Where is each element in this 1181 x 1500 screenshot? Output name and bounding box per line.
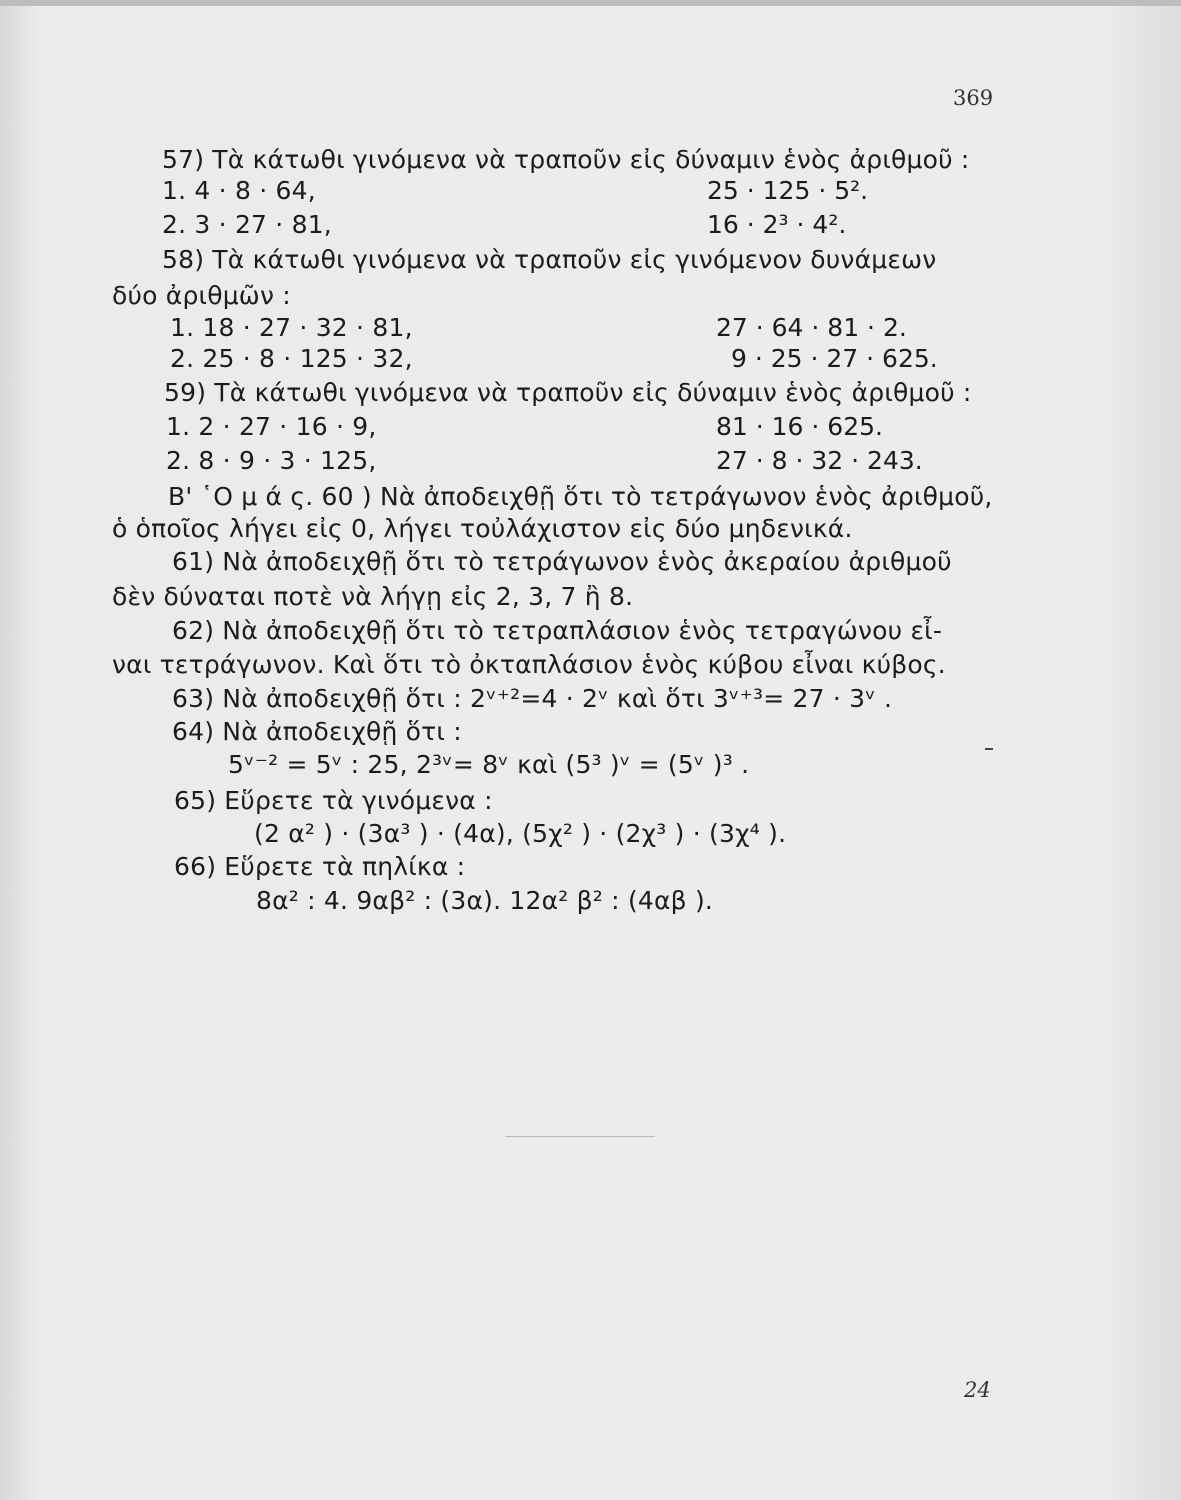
exercise-57-heading: 57) Τὰ κάτωθι γινόμενα νὰ τραποῦν εἰς δύναμιν ἑνὸς ἀριθμοῦ : — [162, 145, 970, 174]
exercise-61: 61) Νὰ ἀποδειχθῇ ὅτι τὸ τετράγωνον ἑνὸς ἀκεραίου ἀριθμοῦ — [172, 547, 952, 576]
exercise-61-cont: δὲν δύναται ποτὲ νὰ λήγῃ εἰς 2, 3, 7 ἢ 8. — [112, 582, 634, 611]
exercise-57-item-2-right: 16 · 2³ · 4². — [707, 210, 847, 239]
exercise-62-cont: ναι τετράγωνον. Καὶ ὅτι τὸ ὀκταπλάσιον ἑνὸς κύβου εἶναι κύβος. — [112, 650, 946, 679]
exercise-58-item-2-left: 2. 25 · 8 · 125 · 32, — [170, 344, 413, 373]
exercise-65-products: (2 α² ) · (3α³ ) · (4α), (5χ² ) · (2χ³ ) · (3χ⁴ ). — [254, 819, 787, 848]
exercise-64-heading: 64) Νὰ ἀποδειχθῇ ὅτι : — [172, 717, 462, 746]
exercise-65-heading: 65) Εὕρετε τὰ γινόμενα : — [174, 786, 493, 815]
page-number-top: 369 — [953, 86, 994, 110]
exercise-58-heading-cont: δύο ἀριθμῶν : — [112, 281, 291, 310]
exercise-59-item-2-right: 27 · 8 · 32 · 243. — [716, 446, 923, 475]
exercise-66-quotients: 8α² : 4. 9αβ² : (3α). 12α² β² : (4αβ ). — [256, 886, 714, 915]
section-divider — [505, 1136, 655, 1137]
exercise-59-item-2-left: 2. 8 · 9 · 3 · 125, — [166, 446, 377, 475]
exercise-63: 63) Νὰ ἀποδειχθῇ ὅτι : 2ᵛ⁺²=4 · 2ᵛ καὶ ὅτι 3ᵛ⁺³= 27 · 3ᵛ . — [172, 684, 893, 713]
page-number-bottom: 24 — [964, 1378, 991, 1402]
exercise-62: 62) Νὰ ἀποδειχθῇ ὅτι τὸ τετραπλάσιον ἑνὸς τετραγώνου εἶ- — [172, 616, 943, 645]
exercise-57-item-1-left: 1. 4 · 8 · 64, — [162, 176, 316, 205]
exercise-58-item-1-left: 1. 18 · 27 · 32 · 81, — [170, 313, 413, 342]
exercise-58-item-2-right: 9 · 25 · 27 · 625. — [731, 344, 938, 373]
margin-mark — [985, 748, 993, 750]
exercise-58-item-1-right: 27 · 64 · 81 · 2. — [716, 313, 907, 342]
exercise-64-formulas: 5ᵛ⁻² = 5ᵛ : 25, 2³ᵛ= 8ᵛ καὶ (5³ )ᵛ = (5ᵛ )³ . — [228, 750, 750, 779]
group-b-exercise-60: Β' ῾Ο μ ά ς. 60 ) Νὰ ἀποδειχθῇ ὅτι τὸ τετράγωνον ἑνὸς ἀριθμοῦ, — [168, 482, 993, 511]
exercise-59-item-1-left: 1. 2 · 27 · 16 · 9, — [166, 412, 377, 441]
exercise-59-heading: 59) Τὰ κάτωθι γινόμενα νὰ τραποῦν εἰς δύναμιν ἑνὸς ἀριθμοῦ : — [164, 378, 972, 407]
exercise-59-item-1-right: 81 · 16 · 625. — [716, 412, 883, 441]
page-top-edge — [0, 0, 1181, 6]
exercise-58-heading: 58) Τὰ κάτωθι γινόμενα νὰ τραποῦν εἰς γινόμενον δυνάμεων — [162, 245, 937, 274]
exercise-60-cont: ὁ ὁποῖος λήγει εἰς 0, λήγει τοὐλάχιστον εἰς δύο μηδενικά. — [112, 514, 853, 543]
exercise-57-item-2-left: 2. 3 · 27 · 81, — [162, 210, 332, 239]
exercise-66-heading: 66) Εὕρετε τὰ πηλίκα : — [174, 852, 466, 881]
exercise-57-item-1-right: 25 · 125 · 5². — [707, 176, 869, 205]
